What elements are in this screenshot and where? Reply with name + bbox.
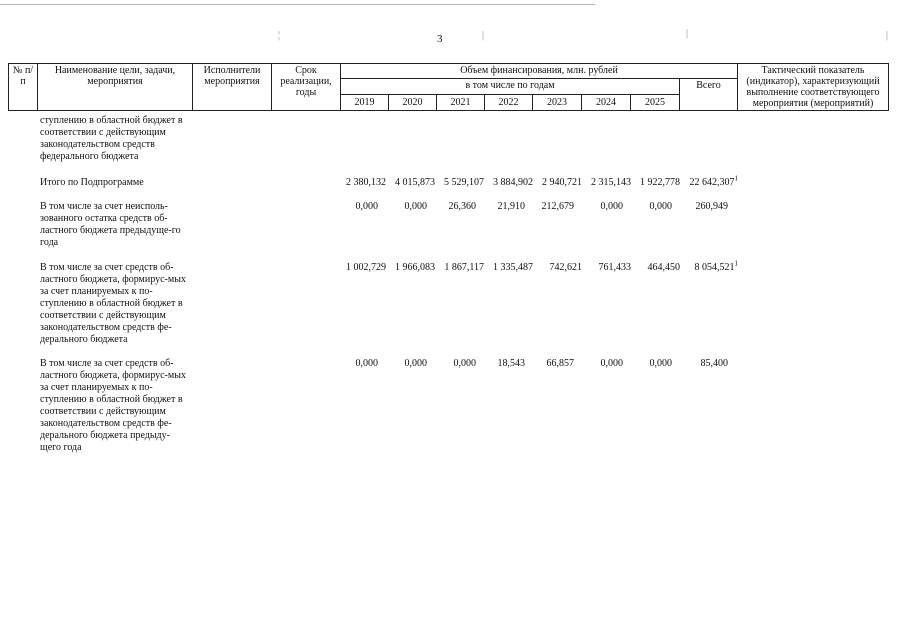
scan-mark: | [686, 28, 689, 39]
row-value: 2 315,143 [591, 177, 631, 188]
row-value: 1 966,083 [395, 262, 435, 273]
row-value: 66,857 [546, 358, 574, 369]
row-value: 0,000 [355, 358, 378, 369]
header-volume: Объем финансирования, млн. рублей [341, 64, 738, 79]
row-value: 0,000 [404, 201, 427, 212]
row-value: 0,000 [600, 201, 623, 212]
footnote-mark: 1 [734, 174, 738, 183]
header-term: Срок реализации, годы [272, 64, 341, 111]
row-value: 0,000 [600, 358, 623, 369]
header-total: Всего [680, 79, 738, 111]
scan-mark: | [482, 30, 485, 41]
row-value: 4 015,873 [395, 177, 435, 188]
row-value: 21,910 [497, 201, 525, 212]
row-total: 22 642,307$^1$ [689, 174, 738, 188]
row-value: 2 380,132 [346, 177, 386, 188]
scan-mark: ¦ [278, 30, 281, 41]
row-value: 761,433 [598, 262, 631, 273]
header-year: 2025 [631, 95, 680, 111]
row-value: 212,679 [541, 201, 574, 212]
row-value: 0,000 [649, 358, 672, 369]
row-description: ступлению в областной бюджет в соответствии с действующим законодательством средств федерального бюджета [40, 115, 183, 162]
row-value: 2 940,721 [542, 177, 582, 188]
header-year: 2019 [341, 95, 389, 111]
row-value: 0,000 [453, 358, 476, 369]
row-description: В том числе за счет средств об-ластного бюджета, формирус-мых за счет планируемых к по-ступлению в областной бюджет в соответствии с действующим законодательством средств фе-дерального бюджета предыду-щего года [40, 358, 186, 453]
scan-mark: | [886, 30, 889, 41]
header-by-years: в том числе по годам [341, 79, 680, 95]
top-edge-line [0, 4, 595, 5]
row-value: 1 922,778 [640, 177, 680, 188]
row-value: 742,621 [549, 262, 582, 273]
row-value: 1 002,729 [346, 262, 386, 273]
header-name: Наименование цели, задачи, мероприятия [38, 64, 193, 111]
row-value: 464,450 [647, 262, 680, 273]
row-description: Итого по Подпрограмме [40, 177, 144, 188]
row-value: 0,000 [404, 358, 427, 369]
header-number: № п/п [9, 64, 38, 111]
header-executors: Исполнители мероприятия [193, 64, 272, 111]
header-year: 2024 [582, 95, 631, 111]
row-value: 18,543 [497, 358, 525, 369]
row-total: 8 054,521$^1$ [694, 259, 738, 273]
row-value: 0,000 [649, 201, 672, 212]
header-year: 2021 [437, 95, 485, 111]
row-total: 85,400 [700, 358, 728, 369]
row-total: 260,949 [695, 201, 728, 212]
row-value: 1 335,487 [493, 262, 533, 273]
footnote-mark: 1 [734, 259, 738, 268]
header-year: 2020 [389, 95, 437, 111]
header-year: 2022 [485, 95, 533, 111]
financing-table-header [8, 63, 889, 111]
row-value: 5 529,107 [444, 177, 484, 188]
row-value: 1 867,117 [444, 262, 484, 273]
row-description: В том числе за счет средств об-ластного бюджета, формирус-мых за счет планируемых к по-ступлению в областной бюджет в соответствии с действующим законодательством средств фе-дерального бюджета [40, 262, 186, 345]
header-year: 2023 [533, 95, 582, 111]
row-value: 26,360 [448, 201, 476, 212]
header-indicator: Тактический показатель (индикатор), характеризующий выполнение соответствующего мероприятия (мероприятий) [738, 64, 889, 111]
row-description: В том числе за счет неисполь-зованного остатка средств об-ластного бюджета предыдуще-го года [40, 201, 181, 248]
row-value: 0,000 [355, 201, 378, 212]
row-value: 3 884,902 [493, 177, 533, 188]
page-number: 3 [437, 33, 443, 45]
